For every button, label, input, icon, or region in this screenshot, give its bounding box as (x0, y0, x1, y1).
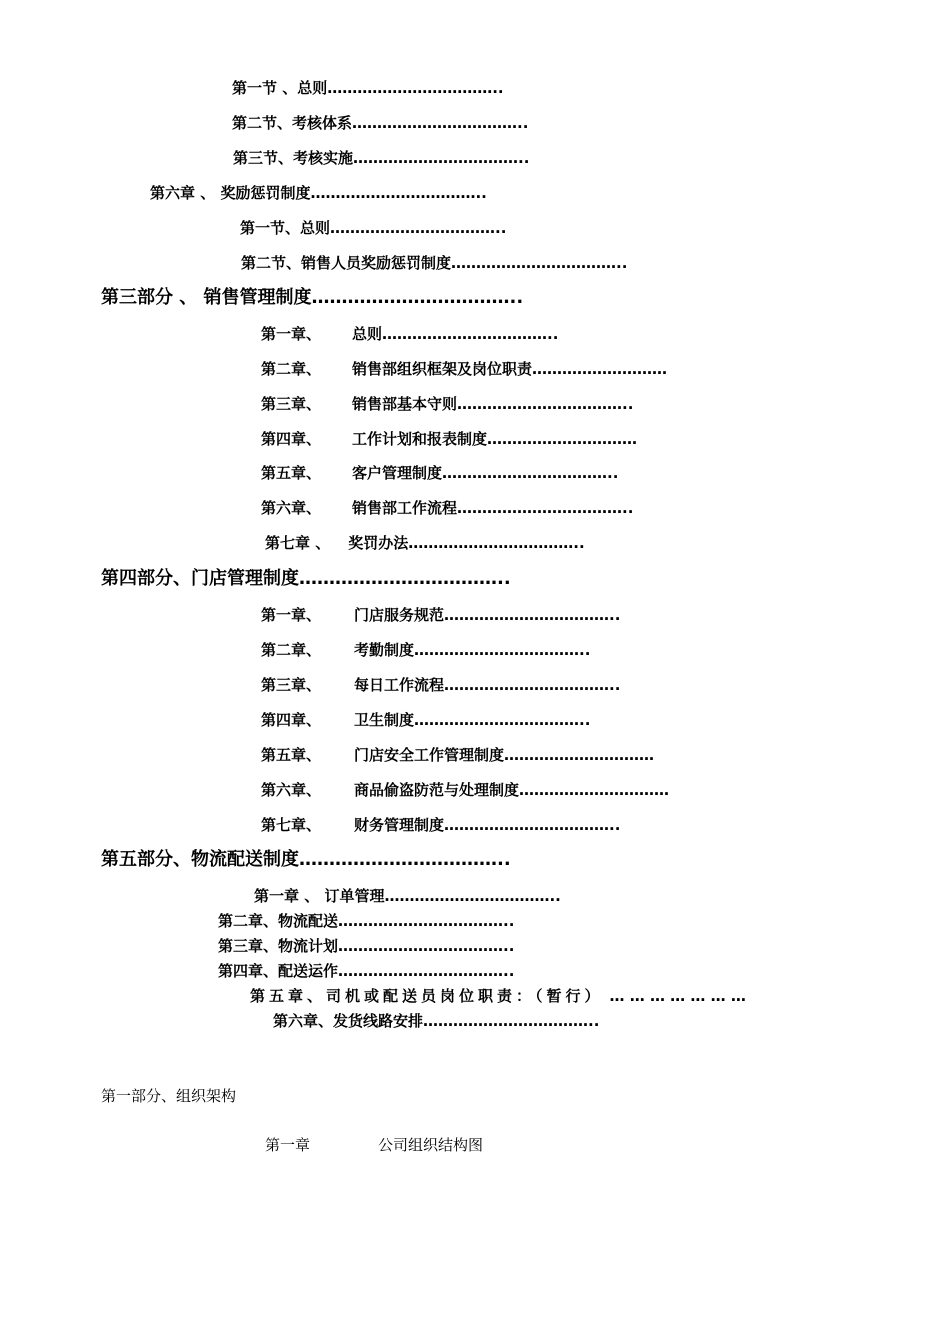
toc-entry-title: 每日工作流程 (354, 676, 445, 694)
toc-leader-dots: …………………………….. (451, 254, 628, 272)
toc-entry-title: 第一章 、 订单管理 (254, 887, 385, 905)
toc-entry (273, 1011, 599, 1031)
toc-entry (232, 113, 528, 133)
toc-entry-title: 第一节 、总则 (232, 79, 328, 97)
toc-leader-dots: …………………………….. (353, 149, 530, 167)
chapter-label: 第一章 (265, 1136, 311, 1154)
toc-entry-title: 第六章 、 奖励惩罚制度 (150, 184, 311, 202)
toc-entry (261, 780, 669, 800)
toc-leader-dots: …………………………….. (299, 568, 511, 589)
toc-chapter-label: 第七章、 (261, 816, 322, 834)
toc-entry-title: 第三部分 、 销售管理制度 (101, 287, 312, 308)
toc-leader-dots: …………………………….. (423, 1012, 600, 1030)
toc-entry (261, 463, 618, 483)
toc-entry (261, 605, 620, 625)
toc-leader-dots: …………………………….. (382, 325, 559, 343)
toc-part-heading (101, 848, 511, 872)
toc-entry (261, 675, 620, 695)
toc-leader-dots: ………………………… (487, 430, 638, 448)
toc-entry (261, 429, 637, 449)
toc-leader-dots: ………………………… (519, 781, 670, 799)
toc-entry-title: 门店安全工作管理制度 (354, 746, 505, 764)
toc-leader-dots: …………………………….. (384, 887, 561, 905)
toc-chapter-label: 第二章、 (261, 360, 322, 378)
toc-entry-title: 第六章、发货线路安排 (273, 1012, 424, 1030)
chapter-heading (265, 1135, 483, 1155)
toc-entry (265, 533, 585, 553)
toc-entry (233, 148, 529, 168)
toc-entry (261, 498, 633, 518)
toc-entry (232, 78, 504, 98)
chapter-title: 公司组织结构图 (378, 1136, 484, 1154)
toc-entry (218, 936, 514, 956)
toc-entry-title: 第三节、考核实施 (233, 149, 354, 167)
toc-entry-title: 第一节、总则 (240, 219, 331, 237)
toc-entry-title: 第四章、配送运作 (218, 962, 339, 980)
toc-entry (250, 986, 746, 1006)
toc-leader-dots: …………………………….. (338, 937, 515, 955)
toc-chapter-label: 第三章、 (261, 395, 322, 413)
toc-entry (261, 640, 590, 660)
toc-entry (240, 218, 506, 238)
toc-entry (150, 183, 487, 203)
toc-leader-dots: …………………………….. (327, 79, 504, 97)
toc-leader-dots: …………………………….. (299, 849, 511, 870)
toc-entry (261, 394, 633, 414)
toc-leader-dots: …………………………….. (444, 676, 621, 694)
toc-entry-title: 卫生制度 (354, 711, 415, 729)
toc-entry-title: 总则 (352, 325, 383, 343)
toc-chapter-label: 第六章、 (261, 781, 322, 799)
toc-part-heading (101, 286, 523, 310)
toc-chapter-label: 第四章、 (261, 430, 322, 448)
toc-chapter-label: 第三章、 (261, 676, 322, 694)
toc-entry (254, 886, 561, 906)
toc-chapter-label: 第一章、 (261, 325, 322, 343)
toc-entry-title: 第五章、司机或配送员岗位职责：（暂行） (250, 987, 604, 1005)
toc-leader-dots: …………………………….. (338, 962, 515, 980)
toc-leader-dots: …………………………….. (330, 219, 507, 237)
toc-chapter-label: 第四章、 (261, 711, 322, 729)
toc-leader-dots: …………………………….. (444, 816, 621, 834)
toc-leader-dots: …………………………….. (310, 184, 487, 202)
toc-chapter-label: 第七章 、 (265, 534, 331, 552)
toc-chapter-label: 第五章、 (261, 464, 322, 482)
toc-leader-dots: …………………………….. (457, 395, 634, 413)
toc-entry (241, 253, 627, 273)
toc-entry-title: 第二节、销售人员奖励惩罚制度 (241, 254, 452, 272)
toc-entry-title: 销售部组织框架及岗位职责 (352, 360, 533, 378)
toc-entry-title: 考勤制度 (354, 641, 415, 659)
toc-entry-title: 门店服务规范 (354, 606, 445, 624)
toc-chapter-label: 第五章、 (261, 746, 322, 764)
toc-entry-title: 第三章、物流计划 (218, 937, 339, 955)
toc-leader-dots: …………………………….. (352, 114, 529, 132)
toc-chapter-label: 第一章、 (261, 606, 322, 624)
toc-entry (261, 710, 590, 730)
toc-leader-dots: …………………………….. (414, 641, 591, 659)
toc-leader-dots: ……………………… (532, 360, 668, 378)
toc-entry-title: 财务管理制度 (354, 816, 445, 834)
toc-leader-dots: …………………………….. (311, 287, 524, 308)
toc-entry-title: 销售部基本守则 (352, 395, 458, 413)
toc-leader-dots: …………………………….. (457, 499, 634, 517)
toc-part-heading (101, 567, 511, 591)
toc-leader-dots: ………………………… (504, 746, 655, 764)
toc-entry-title: 第四部分、门店管理制度 (101, 568, 299, 589)
toc-leader-dots: …………………………….. (444, 606, 621, 624)
toc-entry (261, 359, 667, 379)
toc-entry (261, 324, 558, 344)
toc-entry-title: 工作计划和报表制度 (352, 430, 488, 448)
toc-leader-dots: …………………………….. (442, 464, 619, 482)
toc-entry-title: 第二章、物流配送 (218, 912, 339, 930)
toc-leader-dots: …………………………….. (338, 912, 515, 930)
toc-leader-dots: …………………………….. (414, 711, 591, 729)
toc-entry (218, 961, 514, 981)
toc-entry-title: 奖罚办法 (348, 534, 409, 552)
toc-leader-dots: …………………………….. (408, 534, 585, 552)
toc-entry-title: 客户管理制度 (352, 464, 443, 482)
toc-entry-title: 第五部分、物流配送制度 (101, 849, 299, 870)
toc-entry (218, 911, 514, 931)
section-heading: 第一部分、组织架构 (101, 1087, 237, 1105)
toc-entry-title: 第二节、考核体系 (232, 114, 353, 132)
toc-entry (261, 745, 654, 765)
toc-entry-title: 销售部工作流程 (352, 499, 458, 517)
toc-entry-title: 商品偷盗防范与处理制度 (354, 781, 520, 799)
toc-chapter-label: 第二章、 (261, 641, 322, 659)
toc-entry (261, 815, 620, 835)
toc-leader-dots: … … … … … … … (609, 987, 746, 1005)
toc-chapter-label: 第六章、 (261, 499, 322, 517)
